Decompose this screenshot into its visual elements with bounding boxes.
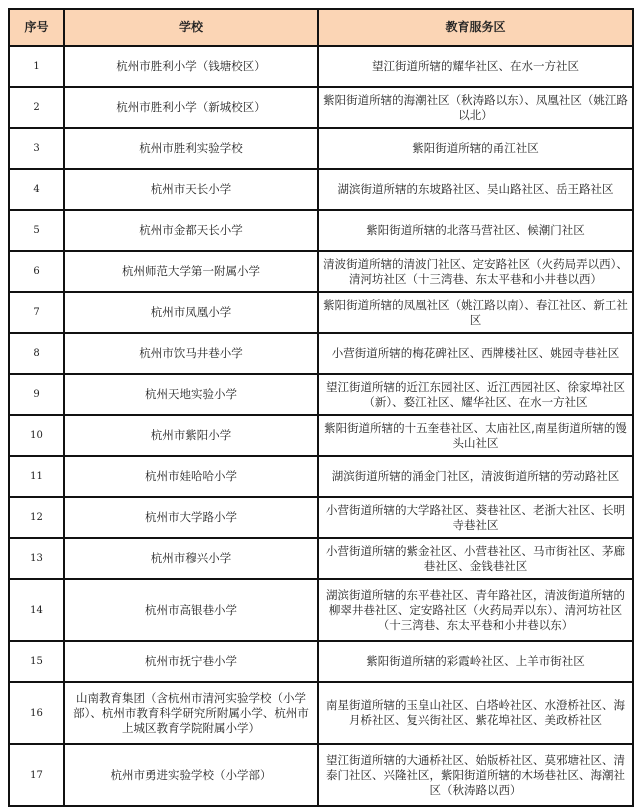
table-row bbox=[9, 210, 633, 251]
school-district-table bbox=[8, 8, 634, 807]
service-area: 紫阳街道所辖的凤凰社区（姚江路以南）、春江社区、新工社区 bbox=[318, 292, 633, 333]
service-area: 望江街道所辖的大通桥社区、始版桥社区、莫邪塘社区、清泰门社区、兴隆社区，紫阳街道所辖的木场巷社区、海潮社区（秋涛路以西） bbox=[318, 744, 633, 806]
row-number: 14 bbox=[9, 579, 64, 641]
table-row bbox=[9, 333, 633, 374]
row-number: 9 bbox=[9, 374, 64, 415]
school-name: 杭州天地实验小学 bbox=[64, 374, 318, 415]
row-number: 4 bbox=[9, 169, 64, 210]
school-name: 杭州市穆兴小学 bbox=[64, 538, 318, 579]
school-name: 杭州师范大学第一附属小学 bbox=[64, 251, 318, 292]
table-row bbox=[9, 579, 633, 641]
table-row bbox=[9, 682, 633, 744]
service-area: 湖滨街道所辖的涌金门社区，清波街道所辖的劳动路社区 bbox=[318, 456, 633, 497]
row-number: 2 bbox=[9, 87, 64, 128]
header-row bbox=[9, 9, 633, 46]
table-row bbox=[9, 251, 633, 292]
service-area: 紫阳街道所辖的北落马营社区、候潮门社区 bbox=[318, 210, 633, 251]
school-name: 杭州市饮马井巷小学 bbox=[64, 333, 318, 374]
school-name: 杭州市胜利小学（钱塘校区） bbox=[64, 46, 318, 87]
school-name: 杭州市娃哈哈小学 bbox=[64, 456, 318, 497]
service-area: 南星街道所辖的玉皇山社区、白塔岭社区、水澄桥社区、海月桥社区、复兴街社区、紫花埠社区、美政桥社区 bbox=[318, 682, 633, 744]
table-row bbox=[9, 292, 633, 333]
row-number: 17 bbox=[9, 744, 64, 806]
service-area: 紫阳街道所辖的十五奎巷社区、太庙社区,南星街道所辖的馒头山社区 bbox=[318, 415, 633, 456]
table-row bbox=[9, 456, 633, 497]
school-name: 杭州市勇进实验学校（小学部） bbox=[64, 744, 318, 806]
row-number: 10 bbox=[9, 415, 64, 456]
row-number: 11 bbox=[9, 456, 64, 497]
row-number: 1 bbox=[9, 46, 64, 87]
row-number: 12 bbox=[9, 497, 64, 538]
header-num: 序号 bbox=[9, 9, 64, 46]
row-number: 15 bbox=[9, 641, 64, 682]
table-row bbox=[9, 46, 633, 87]
school-name: 杭州市金都天长小学 bbox=[64, 210, 318, 251]
row-number: 16 bbox=[9, 682, 64, 744]
table-row bbox=[9, 374, 633, 415]
service-area: 紫阳街道所辖的彩霞岭社区、上羊市街社区 bbox=[318, 641, 633, 682]
row-number: 8 bbox=[9, 333, 64, 374]
service-area: 湖滨街道所辖的东坡路社区、吴山路社区、岳王路社区 bbox=[318, 169, 633, 210]
service-area: 望江街道所辖的耀华社区、在水一方社区 bbox=[318, 46, 633, 87]
service-area: 小营街道所辖的大学路社区、葵巷社区、老浙大社区、长明寺巷社区 bbox=[318, 497, 633, 538]
service-area: 小营街道所辖的紫金社区、小营巷社区、马市街社区、茅廊巷社区、金钱巷社区 bbox=[318, 538, 633, 579]
row-number: 7 bbox=[9, 292, 64, 333]
service-area: 湖滨街道所辖的东平巷社区、青年路社区，清波街道所辖的柳翠井巷社区、定安路社区（火药局弄以东）、清河坊社区（十三湾巷、东太平巷和小井巷以东） bbox=[318, 579, 633, 641]
row-number: 13 bbox=[9, 538, 64, 579]
school-name: 杭州市天长小学 bbox=[64, 169, 318, 210]
row-number: 6 bbox=[9, 251, 64, 292]
table-row bbox=[9, 128, 633, 169]
service-area: 小营街道所辖的梅花碑社区、西牌楼社区、姚园寺巷社区 bbox=[318, 333, 633, 374]
school-name: 杭州市高银巷小学 bbox=[64, 579, 318, 641]
header-school: 学校 bbox=[64, 9, 318, 46]
school-name: 杭州市胜利小学（新城校区） bbox=[64, 87, 318, 128]
table-row bbox=[9, 497, 633, 538]
table-row bbox=[9, 538, 633, 579]
table-row bbox=[9, 641, 633, 682]
school-name: 杭州市胜利实验学校 bbox=[64, 128, 318, 169]
table-row bbox=[9, 87, 633, 128]
service-area: 紫阳街道所辖的甬江社区 bbox=[318, 128, 633, 169]
row-number: 5 bbox=[9, 210, 64, 251]
school-name: 杭州市大学路小学 bbox=[64, 497, 318, 538]
table-row bbox=[9, 744, 633, 806]
row-number: 3 bbox=[9, 128, 64, 169]
table-row bbox=[9, 169, 633, 210]
table-row bbox=[9, 415, 633, 456]
school-name: 杭州市抚宁巷小学 bbox=[64, 641, 318, 682]
service-area: 清波街道所辖的清波门社区、定安路社区（火药局弄以西）、清河坊社区（十三湾巷、东太平巷和小井巷以西） bbox=[318, 251, 633, 292]
header-area: 教育服务区 bbox=[318, 9, 633, 46]
school-name: 杭州市凤凰小学 bbox=[64, 292, 318, 333]
service-area: 望江街道所辖的近江东园社区、近江西园社区、徐家埠社区（新）、婺江社区、耀华社区、在水一方社区 bbox=[318, 374, 633, 415]
school-name: 山南教育集团（含杭州市清河实验学校（小学部）、杭州市教育科学研究所附属小学、杭州市上城区教育学院附属小学） bbox=[64, 682, 318, 744]
service-area: 紫阳街道所辖的海潮社区（秋涛路以东）、凤凰社区（姚江路以北） bbox=[318, 87, 633, 128]
school-name: 杭州市紫阳小学 bbox=[64, 415, 318, 456]
